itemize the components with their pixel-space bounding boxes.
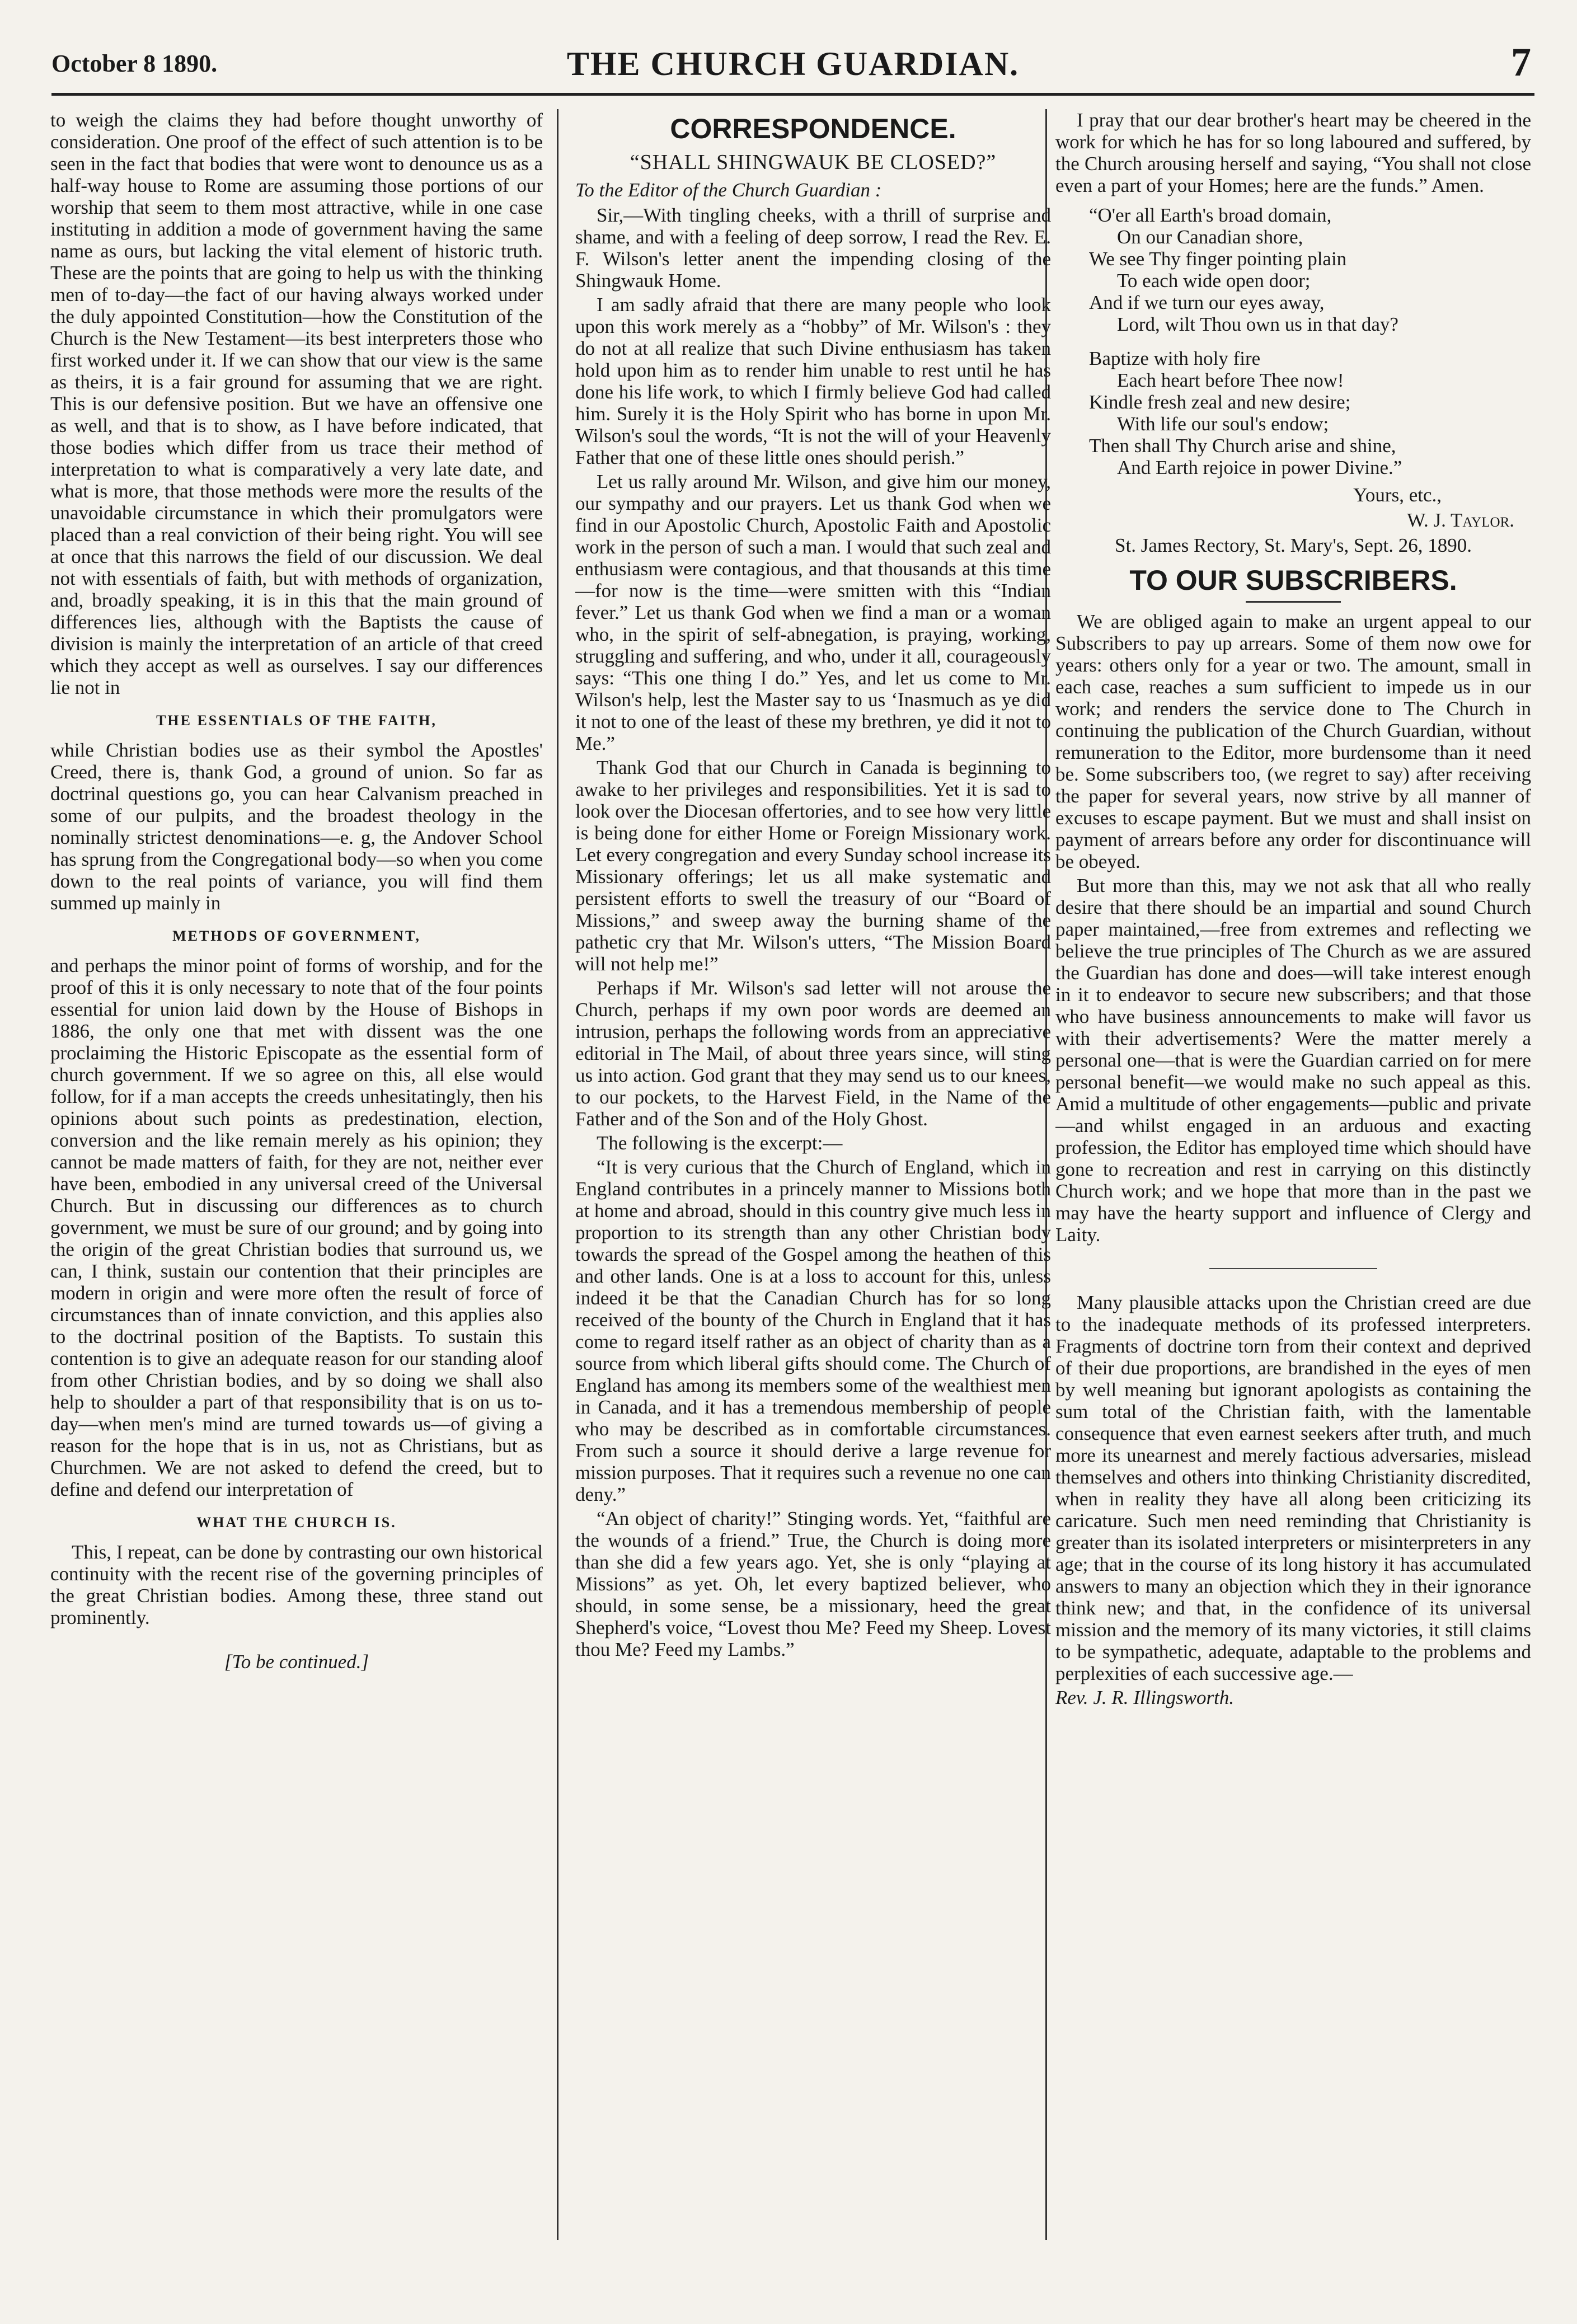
article-paragraph: This, I repeat, can be done by contrasting our own historical continuity with the recent rise of the governing principles of the great Christian bodies. Among these, three stand out prominently. xyxy=(50,1541,543,1628)
notice-paragraph: But more than this, may we not ask that all who really desire that there should be an impartial and sound Church paper maintained,—free from extremes and reflecting we believe the true principles of The Church as we are assured the Guardian has done and does—will take interest enough in it to endeavor to secure new subscribers; and that those who have business announcements to make will favor us with their advertisements? Were the matter merely a personal one—that is were the Guardian carried on for mere personal benefit—we would make no such appeal as this. Amid a multitude of other engagements—public and private—and whilst engaged in an arduous and exacting profession, the Editor has employed time which should have gone to recreation and rest in carrying on this distinctly Church work; and we hope that more than in the past we may have the hearty support and influence of Clergy and Laity. xyxy=(1055,875,1531,1246)
verse-line: And Earth rejoice in power Divine.” xyxy=(1117,457,1402,478)
letter-paragraph: I am sadly afraid that there are many people who look upon this work merely as a “hobby” of Mr. Wilson's : they do not at all realize that such Divine enthusiasm has taken hold upon him as to render him unable to rest until he has done his life work, to which I firmly believe God had called him. Surely it is the Holy Spirit who has borne in upon Mr. Wilson's soul the words, “It is not the will of your Heavenly Father that one of these little ones should perish.” xyxy=(575,294,1051,468)
verse-line: Kindle fresh zeal and new desire; xyxy=(1089,391,1351,413)
letter-excerpt: “It is very curious that the Church of England, which in England contributes in a princely manner to Missions both at home and abroad, should in this country give much less in proportion to its strength than any other Christian body towards the spread of the Gospel among the heathen of this and other lands. One is at a loss to account for this, unless indeed it be that the Canadian Church has for so long received of the bounty of the Church in England that it has come to regard itself rather as an object of charity than as a source from which liberal gifts should come. The Church of England has among its members some of the wealthiest men in Canada, and it has a tremendous membership of people who may be described as in comfortable circumstances. From such a source it should derive a large revenue for mission purposes. That it requires such a revenue no one can deny.” xyxy=(575,1156,1051,1505)
verse-line: On our Canadian shore, xyxy=(1117,226,1303,248)
letter-paragraph: I pray that our dear brother's heart may be cheered in the work for which he has for so long laboured and suffered, by the Church arousing herself and saying, “You shall not close even a part of your Homes; here are the funds.” Amen. xyxy=(1055,109,1531,196)
column-2 xyxy=(575,109,1051,2296)
verse-line: Lord, wilt Thou own us in that day? xyxy=(1117,313,1398,335)
letter-title: “SHALL SHINGWAUK BE CLOSED?” xyxy=(630,151,997,174)
verse-line: “O'er all Earth's broad domain, xyxy=(1089,204,1332,226)
letter-paragraph: The following is the excerpt:— xyxy=(597,1132,843,1154)
column-3 xyxy=(1055,109,1531,2296)
divider xyxy=(1209,1268,1377,1269)
hymn-verse xyxy=(1089,204,1531,478)
closing: Yours, etc., xyxy=(1353,484,1442,506)
issue-date: October 8 1890. xyxy=(51,50,218,77)
notice-paragraph: We are obliged again to make an urgent appeal to our Subscribers to pay up arrears. Some of them now owe for years: others only for a year or two. The amount, small in each case, reaches a sum sufficient to impede us in our work; and renders the service done to The Church in continuing the publication of the Church Guardian, without remuneration to the Editor, more burdensome than it need be. Some subscribers too, (we regret to say) after receiving the paper for several years, now strive by all manner of excuses to escape payment. But we must and shall insist on payment of arrears before any order for discontinuance will be obeyed. xyxy=(1055,611,1531,872)
letter-paragraph: Let us rally around Mr. Wilson, and give him our money, our sympathy and our prayers. Let us thank God when we find in our Apostolic Church, Apostolic Faith and Apostolic work in the person of such a man. I would that such zeal and enthusiasm were contagious, and that thousands at this time—for now is the time—were smitten with this “Indian fever.” Let us thank God when we find a man or a woman who, in the spirit of self-abnegation, is praying, working, struggling and suffering, and who, under it all, courageously says: “This one thing I do.” Yes, and let us come to Mr. Wilson's help, lest the Master say to us ‘Inasmuch as ye did it not to one of the least of these my brethren, ye did it not to Me.” xyxy=(575,471,1051,754)
letter-address: St. James Rectory, St. Mary's, Sept. 26, 1890. xyxy=(1115,534,1472,556)
letter-paragraph: Thank God that our Church in Canada is beginning to awake to her privileges and responsibilities. Yet it is sad to look over the Diocesan offertories, and to see how very little is being done for either Home or Foreign Missionary work. Let every congregation and every Sunday school increase its Missionary offerings; let us all make systematic and persistent efforts to swell the treasury of our “Board of Missions,” and sweep away the burning shame of the pathetic cry that Mr. Wilson's utters, “The Mission Board will not help me!” xyxy=(575,757,1051,975)
letter-paragraph: “An object of charity!” Stinging words. Yet, “faithful are the wounds of a friend.” True, the Church is doing more than she did a few years ago. Yet, she is only “playing at Missions” as yet. Oh, let every baptized believer, who should, in some sense, be a missionary, heed the great Shepherd's voice, “Lovest thou Me? Feed my Sheep. Lovest thou Me? Feed my Lambs.” xyxy=(575,1508,1051,1660)
verse-line: Each heart before Thee now! xyxy=(1117,369,1344,391)
article-paragraph: to weigh the claims they had before thought unworthy of consideration. One proof of the effect of such attention is to be seen in the fact that bodies that were wont to denounce us as a half-way house to Rome are assuming those portions of our worship that seem to them most attractive, while in one case instituting in addition a mode of government having the same name as ours, but lacking the vital element of historic truth. These are the points that are going to help us with the thinking men of to-day—the fact of our having always worked under the duly appointed Constitution—how the Constitution of the Church is the New Testament—its best interpreters those who first worked under it. If we can show that our view is the same as theirs, it is a fair ground for assuming that we are right. This is our defensive position. But we have an offensive one as well, and that is to show, as I have before indicated, that those bodies which differ from us trace their method of interpretation to what is comparatively a very late date, and what is more, that those methods were more the results of the unavoidable circumstance in which their promulgators were placed than a real conviction of their being right. You will see at once that this narrows the field of our discussion. We deal not with essentials of faith, but with methods of organization, and, broadly speaking, it is in this that the main ground of differences lies, although with the Baptists the cause of division is mainly the interpretation of an article of that creed which they accept as well as ourselves. I say our differences lie not in xyxy=(50,109,543,698)
verse-line: Then shall Thy Church arise and shine, xyxy=(1089,435,1396,457)
article-paragraph: Many plausible attacks upon the Christian creed are due to the inadequate methods of its professed interpreters. Fragments of doctrine torn from their context and deprived of their due proportions, are brandished in the eyes of men by well meaning but ignorant apologists as containing the sum total of the Christian faith, with the lamentable consequence that even earnest seekers after truth, and much more its unearnest and merely factious adversaries, mislead themselves and others into thinking Christianity discredited, when in reality they have all along been criticizing its caricature. Such men need reminding that Christianity is greater than its isolated interpreters or misinterpreters in any age; that in the course of its long history it has accumulated answers to many an objection which they in their ignorance think new; and that, in the confidence of its universal mission and the memory of its many victories, it still claims to be sympathetic, adequate, adaptable to the problems and perplexities of each successive age.— xyxy=(1055,1292,1531,1684)
article-paragraph: while Christian bodies use as their symbol the Apostles' Creed, there is, thank God, a ground of union. So far as doctrinal questions go, you can hear Calvanism preached in some of our pulpits, and the broadest theology in the nominally strictest denominations—e. g, the Andover School has sprung from the Congregational body—so when you come down to the real points of variance, you will find them summed up mainly in xyxy=(50,739,543,914)
column-rule-1 xyxy=(557,109,558,2240)
newspaper-title: THE CHURCH GUARDIAN. xyxy=(566,45,1020,82)
verse-line: And if we turn our eyes away, xyxy=(1089,292,1325,313)
column-1 xyxy=(50,109,543,2296)
divider xyxy=(1246,601,1341,603)
letter-paragraph: Sir,—With tingling cheeks, with a thrill of surprise and shame, and with a feeling of deep sorrow, I read the Rev. E. F. Wilson's letter anent the impending closing of the Shingwauk Home. xyxy=(575,204,1051,292)
letter-signature: W. J. Taylor. xyxy=(1407,509,1514,531)
letter-paragraph: Perhaps if Mr. Wilson's sad letter will not arouse the Church, perhaps if my own poor words are deemed an intrusion, perhaps the following words from an appreciative editorial in The Mail, of about three years since, will sting us into action. God grant that they may send us to our knees, to our pockets, to the Harvest Field, in the Name of the Father and of the Son and of the Holy Ghost. xyxy=(575,977,1051,1130)
subheading: WHAT THE CHURCH IS. xyxy=(196,1514,397,1530)
stanza-break xyxy=(1089,335,1531,348)
section-heading-subscribers: TO OUR SUBSCRIBERS. xyxy=(1129,565,1457,596)
letter-salutation: To the Editor of the Church Guardian : xyxy=(575,179,882,201)
section-heading-correspondence: CORRESPONDENCE. xyxy=(670,113,956,144)
verse-line: We see Thy finger pointing plain xyxy=(1089,248,1347,270)
masthead xyxy=(51,37,1534,96)
continued-note: [To be continued.] xyxy=(224,1651,369,1673)
article-paragraph: and perhaps the minor point of forms of worship, and for the proof of this it is only necessary to note that of the four points essential for union laid down by the House of Bishops in 1886, the only one that met with dissent was the one proclaiming the Historic Episcopate as the essential form of church government. If we so agree on this, all else would follow, for if a man accepts the creeds unhesitatingly, then his opinions about such points as predestination, election, conversion and the like remain merely as his opinion; they cannot be made matters of faith, for they are not, neither ever have been, embodied in any universal creed of the Universal Church. But in discussing our differences as to church government, we must be sure of our ground; and by going into the origin of the great Christian bodies that surround us, we can, I think, sustain our contention that their principles are modern in origin and were more often the result of force of circumstances than of innate conviction, and this applies also to the doctrinal position of the Baptists. To sustain this contention is to give an adequate reason for our standing aloof from other Christian bodies, and by so doing we shall also help to shoulder a part of that responsibility that is on us to-day—when men's mind are turned towards us—of giving a reason for the hope that is in us, not as Christians, but as Churchmen. We are not asked to defend the creed, but to define and defend our interpretation of xyxy=(50,955,543,1500)
subheading: THE ESSENTIALS OF THE FAITH, xyxy=(156,712,437,729)
verse-line: Baptize with holy fire xyxy=(1089,348,1261,369)
page-number: 7 xyxy=(1511,40,1531,84)
verse-line: With life our soul's endow; xyxy=(1117,413,1329,435)
verse-line: To each wide open door; xyxy=(1117,270,1311,292)
subheading: METHODS OF GOVERNMENT, xyxy=(172,928,421,944)
attribution: Rev. J. R. Illingsworth. xyxy=(1055,1687,1235,1708)
